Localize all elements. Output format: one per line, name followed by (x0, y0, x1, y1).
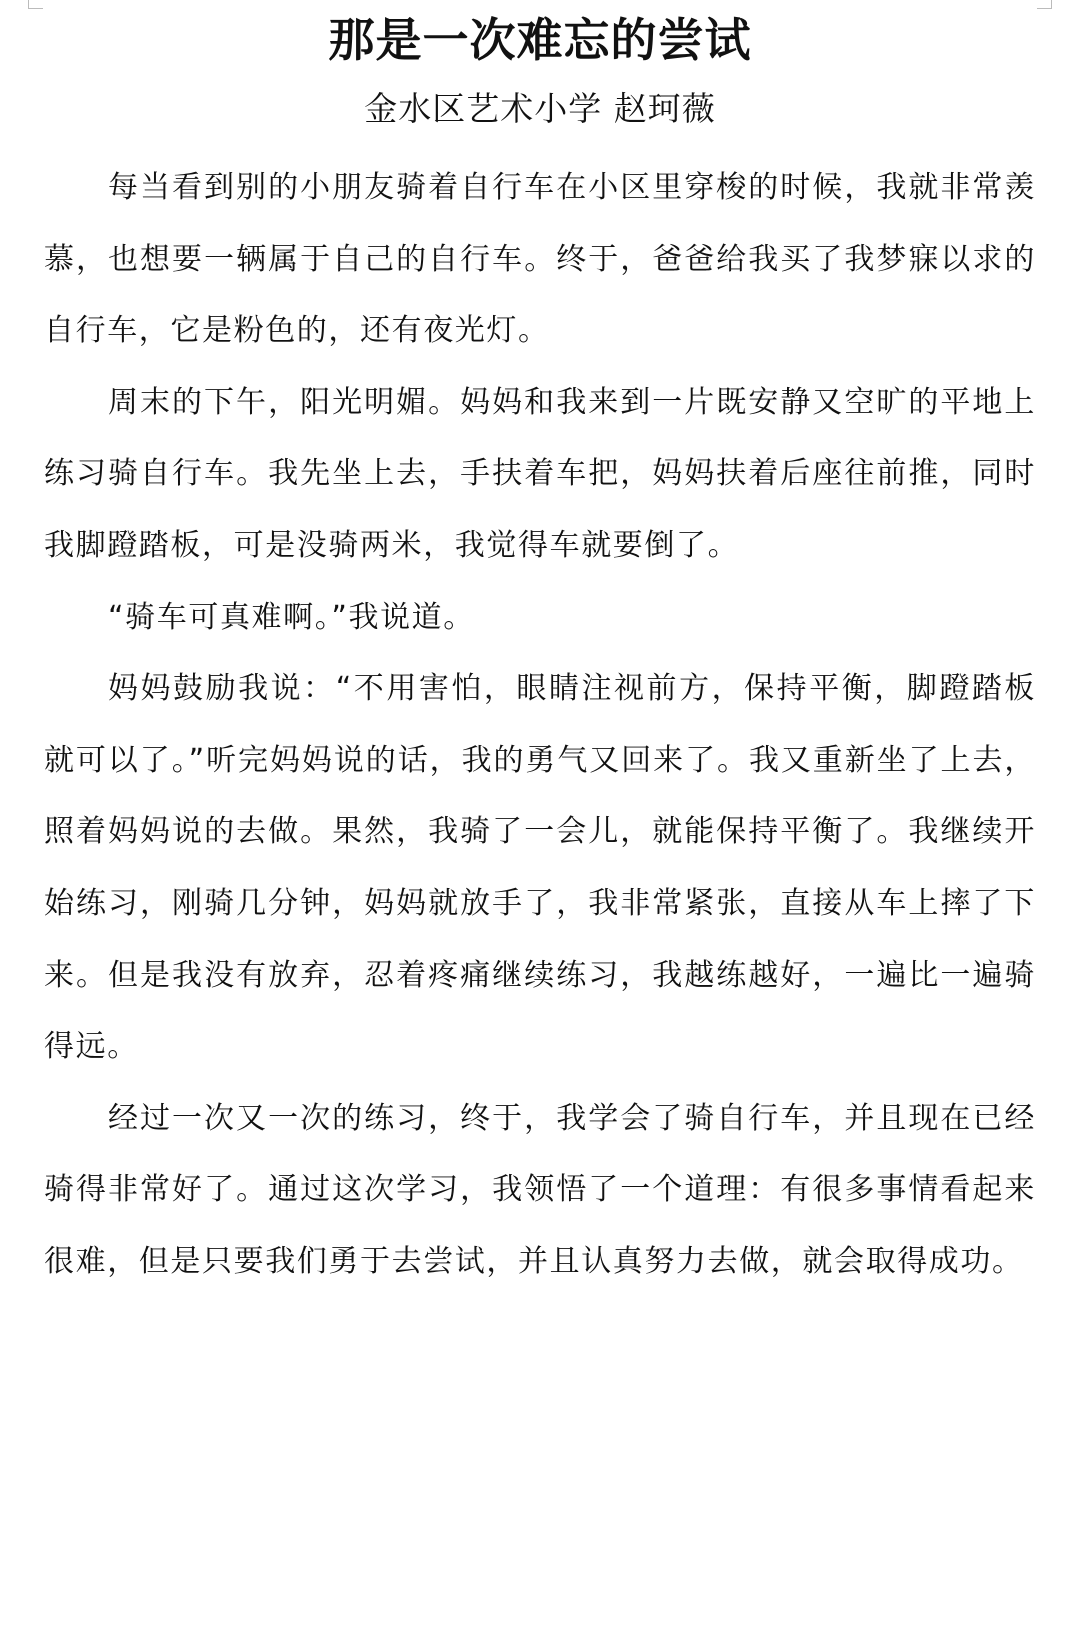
essay-body (44, 152, 1036, 1298)
paragraph-1: 每当看到别的小朋友骑着自行车在小区里穿梭的时候，我就非常羡慕，也想要一辆属于自己的自行车。终于，爸爸给我买了我梦寐以求的自行车，它是粉色的，还有夜光灯。 (44, 170, 1036, 349)
paragraph-3: “骑车可真难啊。”我说道。 (108, 599, 475, 635)
essay-author: 金水区艺术小学 赵珂薇 (364, 89, 716, 128)
paragraph-2: 周末的下午，阳光明媚。妈妈和我来到一片既安静又空旷的平地上练习骑自行车。我先坐上去，手扶着车把，妈妈扶着后座往前推，同时我脚蹬踏板，可是没骑两米，我觉得车就要倒了。 (44, 384, 1036, 563)
paragraph-5: 经过一次又一次的练习，终于，我学会了骑自行车，并且现在已经骑得非常好了。通过这次学习，我领悟了一个道理：有很多事情看起来很难，但是只要我们勇于去尝试，并且认真努力去做，就会取得成功。 (44, 1100, 1036, 1279)
paragraph-4: 妈妈鼓励我说：“不用害怕，眼睛注视前方，保持平衡，脚蹬踏板就可以了。”听完妈妈说的话，我的勇气又回来了。我又重新坐了上去，照着妈妈说的去做。果然，我骑了一会儿，就能保持平衡了。我继续开始练习，刚骑几分钟，妈妈就放手了，我非常紧张，直接从车上摔了下来。但是我没有放弃，忍着疼痛继续练习，我越练越好，一遍比一遍骑得远。 (44, 671, 1036, 1065)
essay-title: 那是一次难忘的尝试 (328, 13, 752, 67)
